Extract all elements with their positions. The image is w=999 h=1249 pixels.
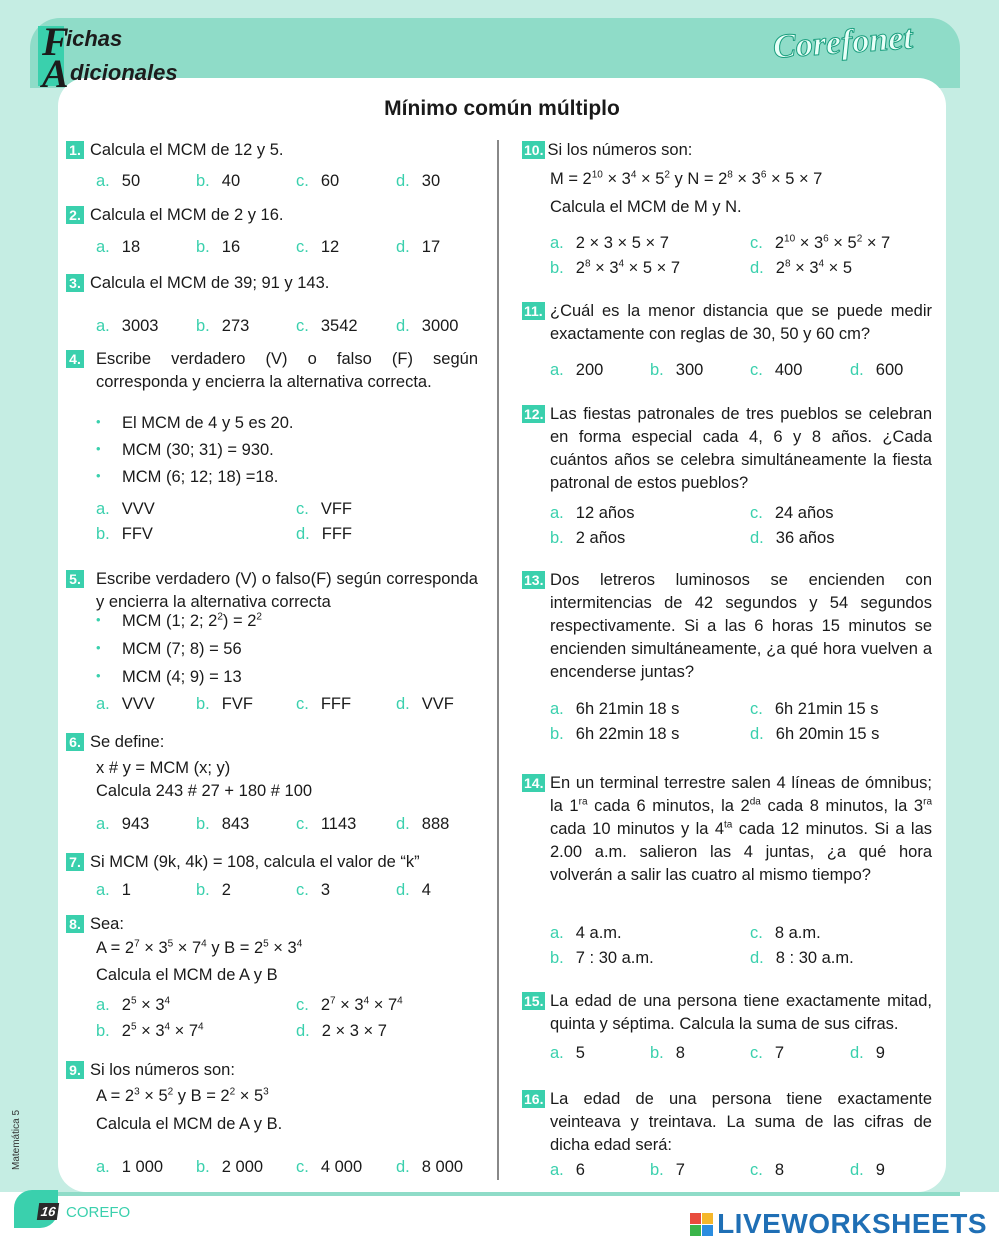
- question-6: 6. Se define:: [66, 733, 164, 752]
- definition-line: $A = 2^3 \times 5^2$ y $B = 2^2 \times 5^3$: [96, 1086, 269, 1105]
- option-b[interactable]: b. 2 años: [550, 529, 626, 547]
- option-d[interactable]: d. 6h 20min 15 s: [750, 725, 880, 743]
- statement: • MCM (4; 9) = 13: [122, 668, 242, 687]
- question-16: 16. La edad de una persona tiene exactamente veinteava y treintava. La suma de las cifras de dicha edad será:: [522, 1088, 932, 1157]
- logo-word-fichas: ichas: [66, 26, 123, 51]
- option-d[interactable]: d. 2 × 3 × 7: [296, 1022, 387, 1040]
- question-13: 13. Dos letreros luminosos se encienden con intermitencias de 42 segundos y 54 segundos respectivamente. Si a las 6 horas 15 minutos se encienden simultáneamente, ¿a qué hora vuelven a encenderse juntas?: [522, 569, 932, 684]
- option-b[interactable]: b. FFV: [96, 525, 153, 543]
- instruction-line: Calcula 243 # 27 + 180 # 100: [96, 782, 313, 800]
- option-c[interactable]: c. 6h 21min 15 s: [750, 700, 879, 718]
- option-c[interactable]: c. 60: [296, 172, 340, 190]
- option-c[interactable]: c. 7: [750, 1044, 785, 1062]
- option-d[interactable]: d. 17: [396, 238, 441, 256]
- option-d[interactable]: d. 9: [850, 1161, 885, 1179]
- question-9: 9. Si los números son:: [66, 1061, 235, 1080]
- question-text: La edad de una persona tiene exactamente veinteava y treintava. La suma de las cifras de dicha edad será:: [550, 1090, 932, 1154]
- logo-word-adicionales: dicionales: [70, 60, 178, 85]
- option-a[interactable]: a. $2^5 \times 3^4$: [96, 995, 171, 1014]
- option-c[interactable]: c. FFF: [296, 695, 352, 713]
- option-d[interactable]: d. 8 : 30 a.m.: [750, 949, 854, 967]
- option-b[interactable]: b. 843: [196, 815, 250, 833]
- question-10: 10. Si los números son:: [524, 141, 693, 159]
- instruction-line: Calcula el MCM de A y B: [96, 966, 278, 984]
- statement: • MCM (1; 2; $2^2) = 2^2$: [122, 612, 262, 631]
- definition-line: $M = 2^{10} \times 3^4 \times 5^2$ y $N = 2^8 \times 3^6 \times 5 \times 7$: [550, 169, 823, 188]
- option-b[interactable]: b. 273: [196, 317, 250, 335]
- statement: • El MCM de 4 y 5 es 20.: [122, 414, 294, 433]
- question-text: La edad de una persona tiene exactamente mitad, quinta y séptima. Calcula la suma de sus cifras.: [550, 992, 932, 1033]
- option-d[interactable]: d. $2^8 \times 3^4 \times 5$: [750, 258, 853, 277]
- option-b[interactable]: b. FVF: [196, 695, 253, 713]
- option-a[interactable]: a. 4 a.m.: [550, 924, 622, 942]
- question-1: [66, 141, 284, 160]
- option-a[interactable]: a. 6h 21min 18 s: [550, 700, 680, 718]
- question-text: Escribe verdadero (V) o falso (F) según corresponda y encierra la alternativa correcta.: [96, 350, 478, 391]
- logo-letter-f: F: [42, 19, 69, 64]
- corefo-label: COREFO: [66, 1204, 131, 1221]
- question-5: 5. Escribe verdadero (V) o falso(F) según corresponda y encierra la alternativa correcta: [66, 568, 478, 614]
- question-4: 4. Escribe verdadero (V) o falso (F) según corresponda y encierra la alternativa correcta.: [66, 348, 478, 394]
- option-a[interactable]: a. 200: [550, 361, 604, 379]
- page-number: 16: [37, 1203, 60, 1220]
- option-a[interactable]: a. 1: [96, 881, 131, 899]
- option-b[interactable]: b. 40: [196, 172, 241, 190]
- option-a[interactable]: a. 6: [550, 1161, 585, 1179]
- instruction-line: Calcula el MCM de A y B.: [96, 1115, 283, 1133]
- option-b[interactable]: b. 300: [650, 361, 704, 379]
- option-c[interactable]: c. 12: [296, 238, 340, 256]
- option-d[interactable]: d. 9: [850, 1044, 885, 1062]
- option-c[interactable]: c. 400: [750, 361, 803, 379]
- liveworksheets-icon: [690, 1213, 714, 1237]
- question-text: Dos letreros luminosos se encienden con intermitencias de 42 segundos y 54 segundos respectivamente. Si a las 6 horas 15 minutos se encienden simultáneamente, ¿a qué hora vuelven a encenderse juntas?: [550, 571, 932, 681]
- option-a[interactable]: a. 1 000: [96, 1158, 164, 1176]
- option-d[interactable]: d. 4: [396, 881, 431, 899]
- option-a[interactable]: a. 943: [96, 815, 150, 833]
- option-b[interactable]: b. 7 : 30 a.m.: [550, 949, 654, 967]
- option-b[interactable]: b. $2^5 \times 3^4 \times 7^4$: [96, 1021, 204, 1040]
- option-a[interactable]: a. VVV: [96, 695, 155, 713]
- instruction-line: Calcula el MCM de M y N.: [550, 198, 742, 216]
- question-text: Escribe verdadero (V) o falso(F) según corresponda y encierra la alternativa correcta: [96, 570, 478, 611]
- option-b[interactable]: b. 7: [650, 1161, 685, 1179]
- question-14: 14. En un terminal terrestre salen 4 líneas de ómnibus; la $1^{ra}$ cada 6 minutos, la $2^{da}$ cada 8 minutos, la $3^{ra}$ cada 10 minutos y la $4^{ta}$ cada 12 minutos. Si a las 2.00 a.m. salieron las 4 juntas, ¿a qué hora volverán a salir las cuatro al mismo tiempo?: [522, 772, 932, 887]
- question-11: 11. ¿Cuál es la menor distancia que se puede medir exactamente con reglas de 30, 50 y 60 cm?: [522, 300, 932, 346]
- option-c[interactable]: c. 8: [750, 1161, 785, 1179]
- side-label: Matemática 5: [11, 1109, 22, 1170]
- option-c[interactable]: c. 3: [296, 881, 331, 899]
- question-15: 15. La edad de una persona tiene exactamente mitad, quinta y séptima. Calcula la suma de sus cifras.: [522, 990, 932, 1036]
- page-title: Mínimo común múltiplo: [384, 97, 620, 120]
- option-c[interactable]: c. $2^7 \times 3^4 \times 7^4$: [296, 995, 403, 1014]
- option-d[interactable]: d. FFF: [296, 525, 353, 543]
- option-a[interactable]: a. 12 años: [550, 504, 635, 522]
- option-a[interactable]: a. 50: [96, 172, 141, 190]
- corefonet-logo: Corefonet: [772, 19, 915, 66]
- option-c[interactable]: c. 24 años: [750, 504, 834, 522]
- liveworksheets-logo[interactable]: LIVEWORKSHEETS: [717, 1208, 987, 1239]
- option-b[interactable]: b. 2: [196, 881, 231, 899]
- option-c[interactable]: c. 8 a.m.: [750, 924, 821, 942]
- option-d[interactable]: d. 888: [396, 815, 450, 833]
- definition-line: x # y = MCM (x; y): [96, 759, 231, 777]
- option-a[interactable]: a. 5: [550, 1044, 585, 1062]
- option-b[interactable]: b. 16: [196, 238, 241, 256]
- question-text: Calcula el MCM de 12 y 5.: [90, 141, 284, 159]
- option-d[interactable]: d. 600: [850, 361, 904, 379]
- statement: • MCM (6; 12; 18) =18.: [122, 468, 278, 487]
- option-d[interactable]: d. 30: [396, 172, 441, 190]
- question-text: Las fiestas patronales de tres pueblos se celebran en forma especial cada 4, 6 y 8 años. ¿Cada cuántos años se celebra simultáneamente la fiesta patronal de estos pueblos?: [550, 405, 932, 492]
- option-a[interactable]: a. 2 × 3 × 5 × 7: [550, 234, 669, 252]
- option-a[interactable]: a. VVV: [96, 500, 155, 518]
- question-8: 8. Sea:: [66, 915, 124, 934]
- option-a[interactable]: a. 18: [96, 238, 141, 256]
- option-d[interactable]: d. 8 000: [396, 1158, 464, 1176]
- logo-letter-a: A: [42, 51, 69, 96]
- option-c[interactable]: c. VFF: [296, 500, 353, 518]
- option-a[interactable]: a. 3003: [96, 317, 159, 335]
- option-d[interactable]: d. VVF: [396, 695, 454, 713]
- option-c[interactable]: c. $2^{10} \times 3^6 \times 5^2 \times 7$: [750, 233, 891, 252]
- question-number: 1.: [66, 141, 84, 159]
- option-c[interactable]: c. 4 000: [296, 1158, 363, 1176]
- statement: • MCM (7; 8) = 56: [122, 640, 242, 659]
- question-text: ¿Cuál es la menor distancia que se puede medir exactamente con reglas de 30, 50 y 60 cm?: [550, 302, 932, 343]
- option-c[interactable]: c. 1143: [296, 815, 357, 833]
- option-c[interactable]: c. 3542: [296, 317, 358, 335]
- question-2: 2. Calcula el MCM de 2 y 16.: [66, 206, 284, 225]
- statement: • MCM (30; 31) = 930.: [122, 441, 274, 460]
- option-b[interactable]: b. 8: [650, 1044, 685, 1062]
- definition-line: $A = 2^7 \times 3^5 \times 7^4$ y $B = 2^5 \times 3^4$: [96, 938, 303, 957]
- option-d[interactable]: d. 36 años: [750, 529, 835, 547]
- fichas-adicionales-logo: [36, 19, 226, 96]
- option-d[interactable]: d. 3000: [396, 317, 459, 335]
- question-12: 12. Las fiestas patronales de tres pueblos se celebran en forma especial cada 4, 6 y 8 años. ¿Cada cuántos años se celebra simultáneamente la fiesta patronal de estos pueblos?: [522, 403, 932, 495]
- question-7: 7. Si MCM (9k, 4k) = 108, calcula el valor de “k”: [66, 853, 420, 872]
- option-b[interactable]: b. 6h 22min 18 s: [550, 725, 680, 743]
- option-b[interactable]: b. $2^8 \times 3^4 \times 5 \times 7$: [550, 258, 681, 277]
- footer-line: [30, 1192, 960, 1196]
- column-divider: [497, 140, 499, 1180]
- question-3: 3. Calcula el MCM de 39; 91 y 143.: [66, 274, 329, 293]
- question-text: En un terminal terrestre salen 4 líneas de ómnibus; la $1^{ra}$ cada 6 minutos, la $2^{da}$ cada 8 minutos, la $3^{ra}$ cada 10 minutos y la $4^{ta}$ cada 12 minutos. Si a las 2.00 a.m. salieron las 4 juntas, ¿a qué hora volverán a salir las cuatro al mismo tiempo?: [550, 774, 933, 884]
- option-b[interactable]: b. 2 000: [196, 1158, 264, 1176]
